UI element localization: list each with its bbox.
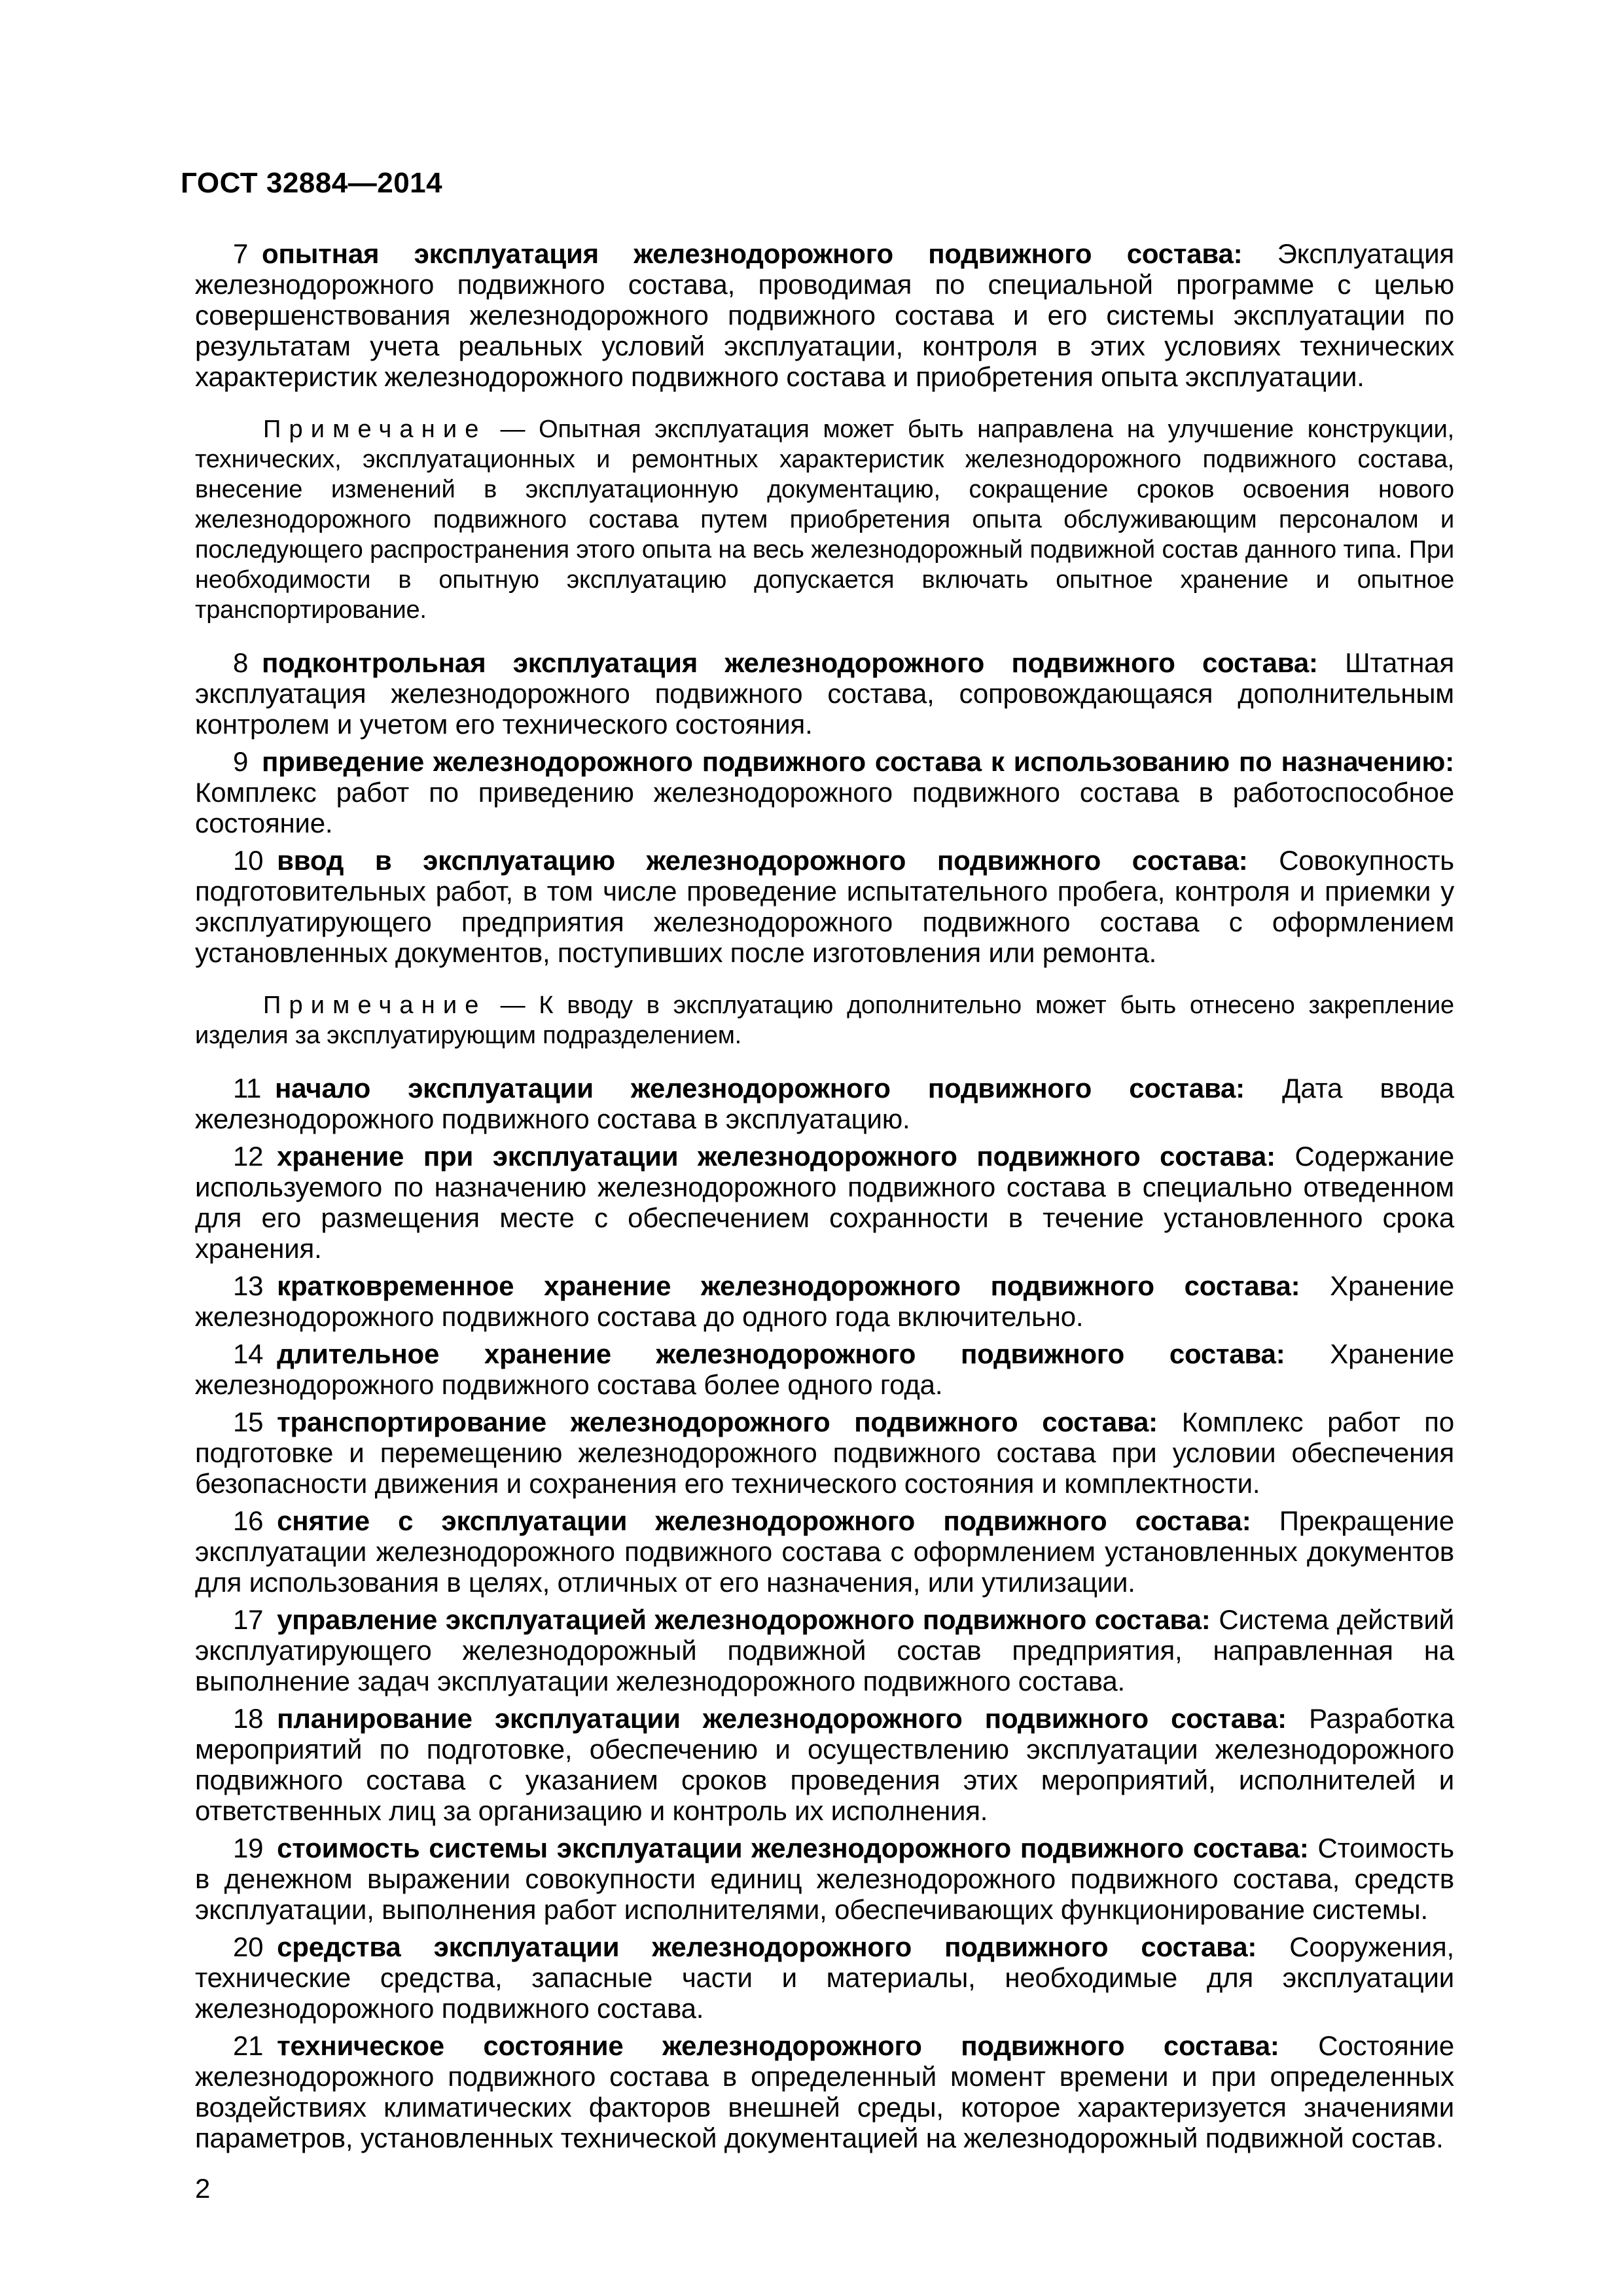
note-text: — К вводу в эксплуатацию дополнительно может быть отнесено закрепление изделия за эксплуатирующим подразделением.	[195, 992, 1454, 1049]
note-text: — Опытная эксплуатация может быть направлена на улучшение конструкции, технических, эксплуатационных и ремонтных характеристик железнодорожного подвижного состава, внесение изменений в эксплуатационную документацию, сокращение сроков освоения нового железнодорожного подвижного состава путем приобретения опыта обслуживающим персоналом и последующего распространения этого опыта на весь железнодорожный подвижной состав данного типа. При необходимости в опытную эксплуатацию допускается включать опытное хранение и опытное транспортирование.	[195, 416, 1454, 624]
term-title: ввод в эксплуатацию железнодорожного подвижного состава:	[277, 845, 1248, 876]
term-entry	[195, 746, 1454, 838]
term-note	[195, 414, 1454, 625]
term-number: 7	[233, 238, 249, 269]
term-entry	[195, 1703, 1454, 1826]
term-entry	[195, 1141, 1454, 1264]
term-number: 17	[233, 1604, 264, 1635]
term-entry	[195, 2030, 1454, 2153]
term-title: хранение при эксплуатации железнодорожного подвижного состава:	[277, 1141, 1275, 1172]
term-entry	[195, 1270, 1454, 1332]
term-title: средства эксплуатации железнодорожного подвижного состава:	[277, 1931, 1257, 1962]
term-entry	[195, 845, 1454, 968]
term-entry	[195, 1338, 1454, 1400]
term-definition: Система действий эксплуатирующего железнодорожный подвижной состав предприятия, направленная на выполнение задач эксплуатации железнодорожного подвижного состава.	[195, 1604, 1454, 1696]
term-number: 16	[233, 1505, 264, 1536]
term-number: 13	[233, 1270, 264, 1301]
term-number: 14	[233, 1338, 264, 1369]
term-definition: Хранение железнодорожного подвижного состава до одного года включительно.	[195, 1270, 1454, 1332]
term-title: длительное хранение железнодорожного подвижного состава:	[277, 1338, 1285, 1369]
term-entry	[195, 1505, 1454, 1598]
term-number: 19	[233, 1833, 264, 1863]
term-definition: Разработка мероприятий по подготовке, обеспечению и осуществлению эксплуатации железнодорожного подвижного состава с указанием сроков проведения этих мероприятий, исполнителей и ответственных лиц за организацию и контроль их исполнения.	[195, 1703, 1454, 1826]
note-label: Примечание	[263, 992, 487, 1019]
term-title: планирование эксплуатации железнодорожного подвижного состава:	[277, 1703, 1287, 1734]
term-title: начало эксплуатации железнодорожного подвижного состава:	[275, 1073, 1245, 1103]
term-number: 8	[233, 647, 249, 678]
term-number: 11	[233, 1073, 262, 1103]
term-title: снятие с эксплуатации железнодорожного подвижного состава:	[277, 1505, 1251, 1536]
terms-list	[195, 238, 1454, 2153]
term-number: 9	[233, 746, 249, 777]
term-number: 12	[233, 1141, 264, 1172]
term-title: транспортирование железнодорожного подвижного состава:	[277, 1407, 1158, 1437]
term-definition: Эксплуатация железнодорожного подвижного состава, проводимая по специальной программе с целью совершенствования железнодорожного подвижного состава и его системы эксплуатации по результатам учета реальных условий эксплуатации, контроля в этих условиях технических характеристик железнодорожного подвижного состава и приобретения опыта эксплуатации.	[195, 238, 1454, 392]
term-definition: Комплекс работ по подготовке и перемещению железнодорожного подвижного состава при условии обеспечения безопасности движения и сохранения его технического состояния и комплектности.	[195, 1407, 1454, 1499]
term-number: 18	[233, 1703, 264, 1734]
term-definition: Прекращение эксплуатации железнодорожного подвижного состава с оформлением установленных документов для использования в целях, отличных от его назначения, или утилизации.	[195, 1505, 1454, 1598]
term-note	[195, 990, 1454, 1050]
term-title: опытная эксплуатация железнодорожного подвижного состава:	[261, 238, 1243, 269]
document-title: ГОСТ 32884—2014	[181, 167, 443, 199]
term-entry	[195, 1073, 1454, 1134]
term-definition: Штатная эксплуатация железнодорожного подвижного состава, сопровождающаяся дополнительным контролем и учетом его технического состояния.	[195, 647, 1454, 740]
term-entry	[195, 647, 1454, 740]
term-entry	[195, 238, 1454, 392]
term-entry	[195, 1833, 1454, 1925]
term-number: 21	[233, 2030, 264, 2061]
term-number: 20	[233, 1931, 264, 1962]
term-title: техническое состояние железнодорожного подвижного состава:	[277, 2030, 1279, 2061]
term-number: 10	[233, 845, 264, 876]
term-title: управление эксплуатацией железнодорожного подвижного состава:	[277, 1604, 1211, 1635]
term-definition: Стоимость в денежном выражении совокупности единиц железнодорожного подвижного состава, средств эксплуатации, выполнения работ исполнителями, обеспечивающих функционирование системы.	[195, 1833, 1454, 1925]
term-title: подконтрольная эксплуатация железнодорожного подвижного состава:	[261, 647, 1318, 678]
term-entry	[195, 1604, 1454, 1696]
term-definition: Сооружения, технические средства, запасные части и материалы, необходимые для эксплуатации железнодорожного подвижного состава.	[195, 1931, 1454, 2024]
page-number: 2	[195, 2173, 211, 2204]
term-entry	[195, 1931, 1454, 2024]
term-number: 15	[233, 1407, 264, 1437]
term-definition: Содержание используемого по назначению железнодорожного подвижного состава в специально отведенном для его размещения месте с обеспечением сохранности в течение установленного срока хранения.	[195, 1141, 1454, 1264]
term-definition: Комплекс работ по приведению железнодорожного подвижного состава в работоспособное состояние.	[195, 777, 1454, 838]
term-title: кратковременное хранение железнодорожного подвижного состава:	[277, 1270, 1300, 1301]
term-definition: Дата ввода железнодорожного подвижного состава в эксплуатацию.	[195, 1073, 1454, 1134]
term-title: приведение железнодорожного подвижного состава к использованию по назначению:	[261, 746, 1454, 777]
term-definition: Совокупность подготовительных работ, в том числе проведение испытательного пробега, контроля и приемки у эксплуатирующего предприятия железнодорожного подвижного состава с оформлением установленных документов, поступивших после изготовления или ремонта.	[195, 845, 1454, 968]
note-label: Примечание	[263, 416, 487, 443]
term-title: стоимость системы эксплуатации железнодорожного подвижного состава:	[277, 1833, 1309, 1863]
term-entry	[195, 1407, 1454, 1499]
term-definition: Хранение железнодорожного подвижного состава более одного года.	[195, 1338, 1454, 1400]
term-definition: Состояние железнодорожного подвижного состава в определенный момент времени и при определенных воздействиях климатических факторов внешней среды, которое характеризуется значениями параметров, установленных технической документацией на железнодорожный подвижной состав.	[195, 2030, 1454, 2153]
